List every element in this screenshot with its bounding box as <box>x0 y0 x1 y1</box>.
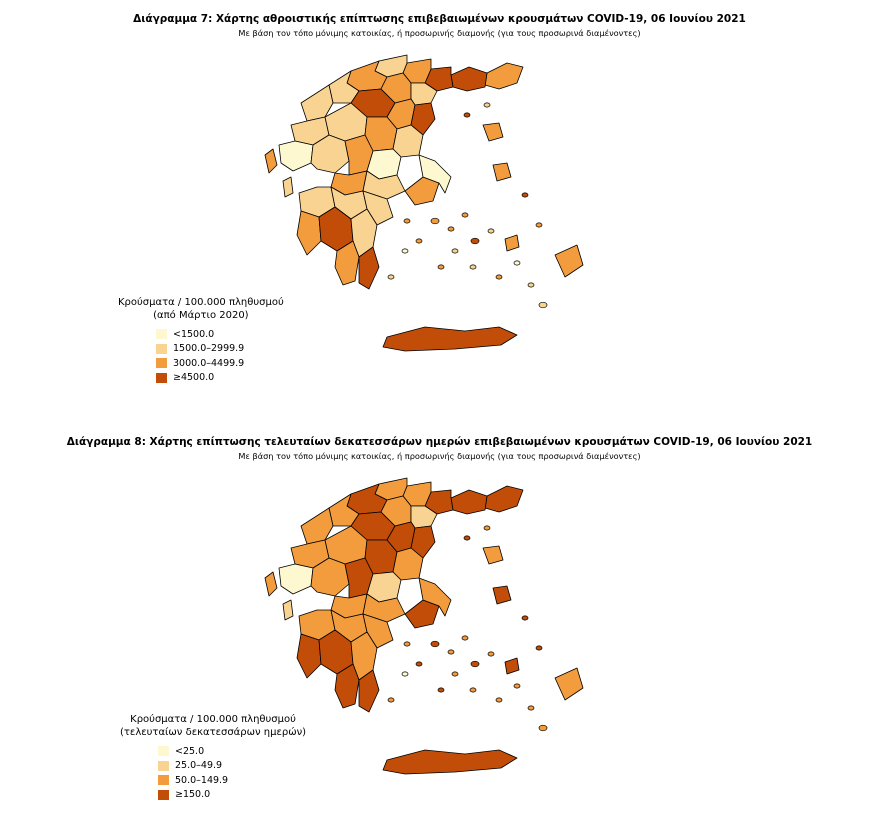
region-shape <box>555 245 583 277</box>
region-shape <box>505 658 519 674</box>
island-shape <box>528 283 534 287</box>
map-title: Διάγραμμα 8: Χάρτης επίπτωσης τελευταίων δεκατεσσάρων ημερών επιβεβαιωμένων κρουσμάτων COVID-19, 06 Ιουνίου 2021 <box>66 436 813 448</box>
island-shape <box>471 238 479 244</box>
island-shape <box>488 652 494 656</box>
island-shape <box>404 219 410 223</box>
legend-title: Κρούσματα / 100.000 πληθυσμού (από Μάρτιο 2020) <box>118 297 284 321</box>
legend-swatch <box>158 775 169 785</box>
greece-choropleth-map <box>255 463 615 833</box>
legend-swatch <box>156 358 167 368</box>
legend-title: Κρούσματα / 100.000 πληθυσμού (τελευταίων δεκατεσσάρων ημερών) <box>120 714 307 738</box>
island-shape <box>464 113 470 117</box>
legend-swatch <box>158 761 169 771</box>
island-shape <box>536 223 542 227</box>
island-shape <box>539 302 547 308</box>
region-shape <box>483 123 503 141</box>
island-shape <box>484 103 490 107</box>
region-shape <box>483 546 503 564</box>
island-shape <box>404 642 410 646</box>
island-shape <box>402 249 408 253</box>
island-shape <box>496 275 502 279</box>
legend-swatch <box>156 373 167 383</box>
legend-item: ≥4500.0 <box>156 371 284 386</box>
region-shape <box>383 327 517 351</box>
legend-swatch <box>158 746 169 756</box>
region-shape <box>485 486 523 512</box>
region-shape <box>493 586 511 604</box>
island-shape <box>514 261 520 265</box>
island-shape <box>448 227 454 231</box>
region-shape <box>485 63 523 89</box>
region-shape <box>265 149 277 173</box>
region-shape <box>265 572 277 596</box>
island-shape <box>438 265 444 269</box>
region-shape <box>383 750 517 774</box>
region-shape <box>297 211 321 255</box>
island-shape <box>536 646 542 650</box>
legend-item: <1500.0 <box>156 327 284 342</box>
legend-item: 50.0–149.9 <box>158 773 306 788</box>
map-legend <box>120 713 306 802</box>
region-shape <box>297 634 321 678</box>
island-shape <box>496 698 502 702</box>
island-shape <box>416 662 422 666</box>
island-shape <box>471 661 479 667</box>
island-shape <box>522 193 528 197</box>
region-shape <box>555 668 583 700</box>
map-panel-cumulative <box>0 0 879 415</box>
island-shape <box>431 641 439 647</box>
legend-item: <25.0 <box>158 744 306 759</box>
legend-item: 3000.0–4499.9 <box>156 356 284 371</box>
map-legend <box>118 296 284 385</box>
region-shape <box>493 163 511 181</box>
island-shape <box>488 229 494 233</box>
island-shape <box>402 672 408 676</box>
island-shape <box>416 239 422 243</box>
island-shape <box>431 218 439 224</box>
legend-swatch <box>158 790 169 800</box>
legend-item: 25.0–49.9 <box>158 759 306 774</box>
legend-swatch <box>156 329 167 339</box>
island-shape <box>484 526 490 530</box>
island-shape <box>464 536 470 540</box>
island-shape <box>470 265 476 269</box>
region-shape <box>279 564 313 594</box>
island-shape <box>448 650 454 654</box>
island-shape <box>528 706 534 710</box>
island-shape <box>514 684 520 688</box>
island-shape <box>539 725 547 731</box>
legend-swatch <box>156 344 167 354</box>
island-shape <box>452 672 458 676</box>
island-shape <box>388 275 394 279</box>
island-shape <box>452 249 458 253</box>
region-shape <box>279 141 313 171</box>
region-shape <box>283 600 293 620</box>
region-shape <box>505 235 519 251</box>
region-shape <box>451 490 487 514</box>
island-shape <box>462 636 468 640</box>
island-shape <box>522 616 528 620</box>
region-shape <box>283 177 293 197</box>
island-shape <box>470 688 476 692</box>
island-shape <box>462 213 468 217</box>
region-shape <box>451 67 487 91</box>
legend-item: 1500.0–2999.9 <box>156 342 284 357</box>
map-title: Διάγραμμα 7: Χάρτης αθροιστικής επίπτωσης επιβεβαιωμένων κρουσμάτων COVID-19, 06 Ιουνίου 2021 <box>133 13 746 25</box>
island-shape <box>438 688 444 692</box>
map-subtitle: Με βάση τον τόπο μόνιμης κατοικίας, ή προσωρινής διαμονής (για τους προσωρινά διαμένοντες) <box>238 28 641 38</box>
map-panel-14day <box>0 425 879 833</box>
island-shape <box>388 698 394 702</box>
map-subtitle: Με βάση τον τόπο μόνιμης κατοικίας, ή προσωρινής διαμονής (για τους προσωρινά διαμένοντες) <box>238 451 641 461</box>
legend-item: ≥150.0 <box>158 788 306 803</box>
greece-choropleth-map <box>255 45 615 405</box>
